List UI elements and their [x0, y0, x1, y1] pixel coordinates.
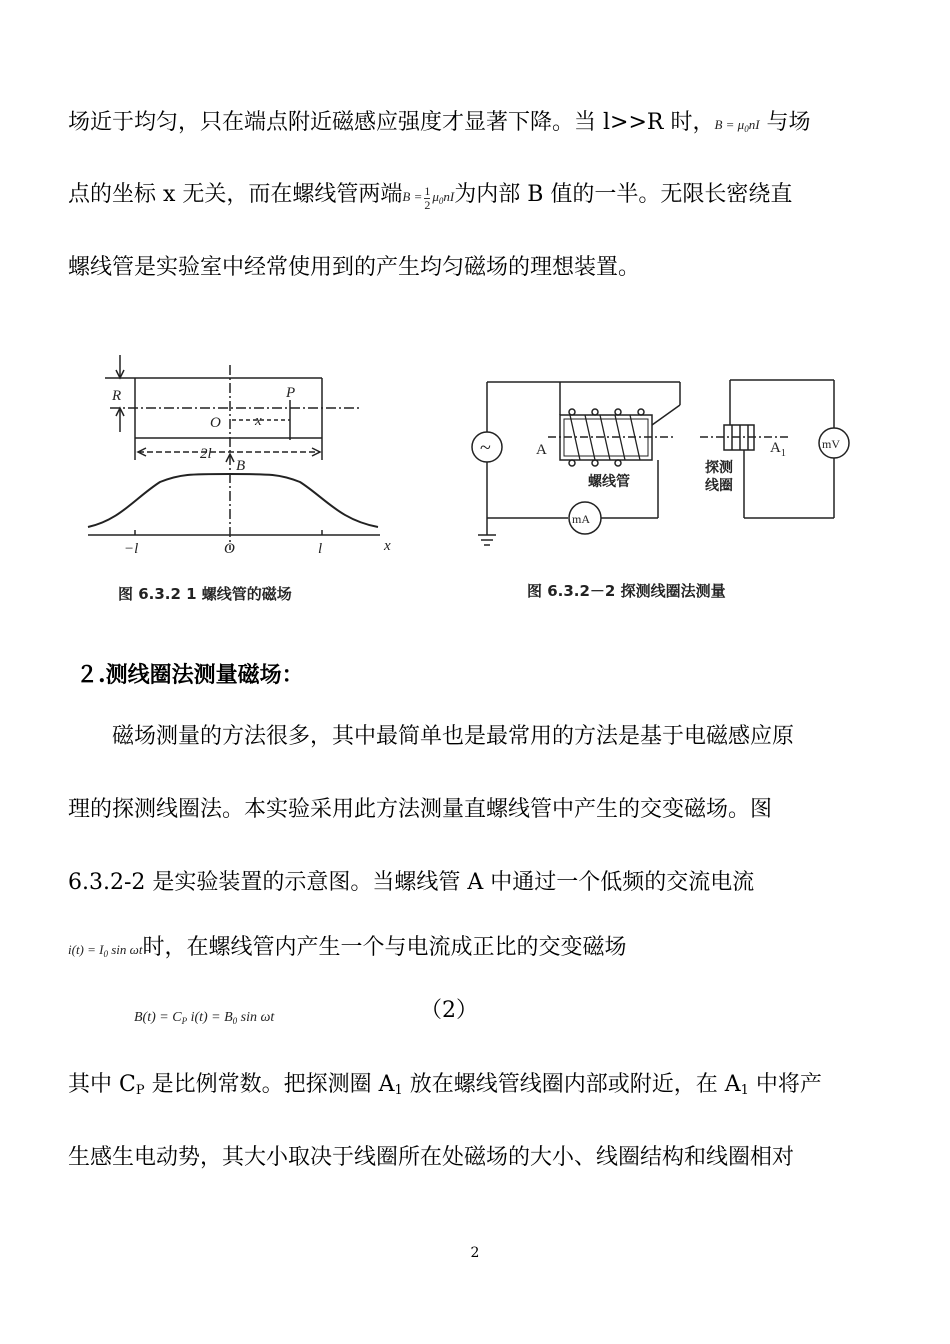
section2-line3: 6.3.2-2 是实验装置的示意图。当螺线管 A 中通过一个低频的交流电流	[68, 870, 755, 895]
p1-line1-text-end: 与场	[759, 110, 811, 135]
fig1-axis-l: l	[318, 541, 323, 557]
fig1-axis-O: O	[224, 541, 235, 557]
fig1-axis-neg-l: −l	[124, 541, 139, 557]
section2-line7: 生感生电动势，其大小取决于线圈所在处磁场的大小、线圈结构和线圈相对	[68, 1145, 795, 1170]
fig2-label-probe-2: 线圈	[705, 479, 733, 494]
paragraph1-line3: 螺线管是实验室中经常使用到的产生均匀磁场的理想装置。	[68, 255, 641, 280]
figure-probe-circuit	[460, 370, 860, 555]
fig2-label-A: A	[536, 442, 547, 458]
fig1-label-B: B	[236, 458, 246, 474]
paragraph1-line1	[68, 108, 900, 144]
section2-line4	[68, 933, 900, 969]
fig2-source-symbol: ~	[480, 437, 491, 459]
fig1-axis-x: x	[384, 538, 391, 554]
section2-line2: 理的探测线圈法。本实验采用此方法测量直螺线管中产生的交变磁场。图	[68, 797, 773, 822]
section2-line6: 其中 $C_P$ 是比例常数。把探测圈 $A_1$ 放在螺线管线圈内部或附近，在 $A_1$ 中将产	[68, 1072, 822, 1098]
fig2-label-A1: $A_1$	[770, 440, 786, 459]
fig2-label-mV: mV	[822, 437, 840, 451]
equation-2	[134, 1000, 950, 1036]
eq2-formula: $B(t) = C_P$ $i(t) = B_0$ sin ωt	[134, 1010, 275, 1026]
p1-line1-formula: $B = \mu_0nI$	[714, 117, 760, 134]
fig1-label-O: O	[210, 415, 221, 431]
page-number: 2	[470, 1245, 480, 1261]
fig2-label-probe-1: 探测	[705, 461, 733, 476]
equation-2-number: （2）	[420, 998, 478, 1023]
p1-line1-text: 场近于均匀，只在端点附近磁感应强度才显著下降。当 l>>R 时，	[68, 110, 715, 135]
p1-line2-formula: B = $\frac{1}{2}$ $\mu_0nI$	[402, 183, 455, 212]
fig2-label-mA: mA	[572, 512, 590, 526]
p1-line2-text-end: 为内部 B 值的一半。无限长密绕直	[454, 182, 793, 207]
fig1-label-P: P	[286, 385, 296, 401]
figure2-caption: 图 6.3.2－2 探测线圈法测量	[527, 582, 726, 600]
section2-line1: 磁场测量的方法很多，其中最简单也是最常用的方法是基于电磁感应原	[112, 724, 795, 749]
fig1-label-R: R	[112, 388, 122, 404]
s2-line4-text: 时，在螺线管内产生一个与电流成正比的交变磁场	[142, 935, 627, 960]
section2-heading: ２.测线圈法测量磁场：	[76, 662, 304, 688]
fig1-label-2l: 2l	[200, 446, 212, 462]
figure1-caption: 图 6.3.2 1 螺线管的磁场	[118, 585, 292, 603]
p1-line2-text: 点的坐标 x 无关，而在螺线管两端	[68, 182, 403, 207]
s2-line4-formula: $i(t) = I_0$ sin ωt	[68, 942, 143, 959]
fig2-label-solenoid: 螺线管	[588, 475, 630, 490]
paragraph1-line2	[68, 180, 900, 216]
figure-solenoid-field	[80, 350, 410, 560]
fig1-label-x: x	[255, 413, 262, 429]
